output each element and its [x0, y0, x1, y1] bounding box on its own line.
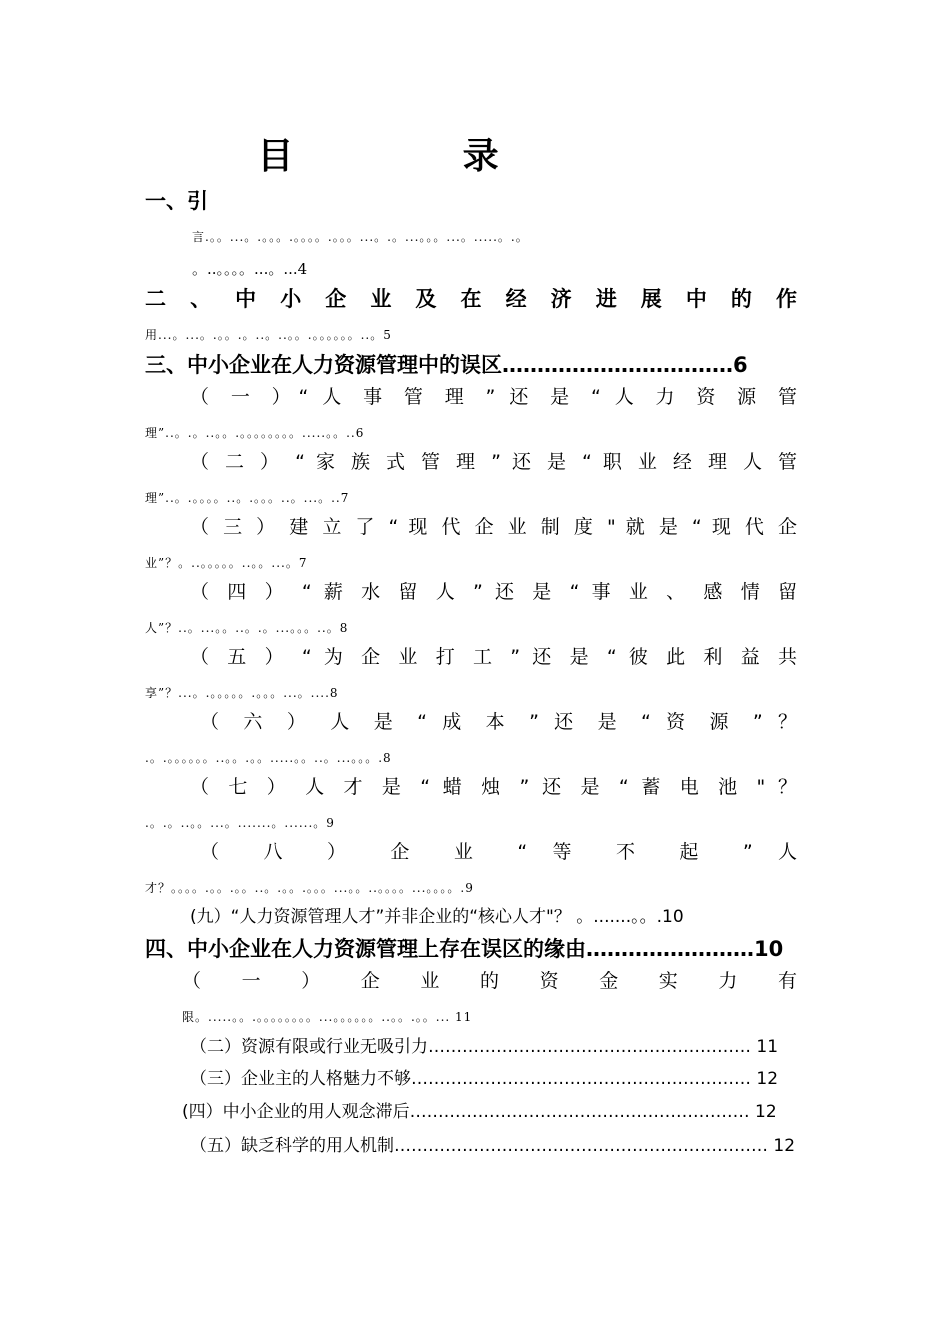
- toc-entry-4-line-2: 理”..。.。..。。.。。。。。。。。.....。。..6: [145, 426, 365, 440]
- toc-entry-11-line-1: （ 八 ） 企 业 “ 等 不 起 ” 人: [200, 841, 797, 863]
- page-title: 目 录: [257, 136, 503, 177]
- toc-entry-9-line-1: （ 六 ） 人 是 “ 成 本 ” 还 是 “ 资 源 ” ？: [200, 711, 797, 733]
- toc-entry-5-line-1: （ 二 ） “ 家 族 式 管 理 ” 还 是 “ 职 业 经 理 人 管: [190, 451, 797, 473]
- toc-entry-7-line-1: （ 四 ） “ 薪 水 留 人 ” 还 是 “ 事 业 、 感 情 留: [190, 581, 797, 603]
- toc-entry-1-line-1: 一、引: [145, 189, 208, 213]
- toc-entry-14-line-2: 限。.....。。.。。。。。。。。...。。。。。。..。。.。。... 11: [182, 1010, 473, 1024]
- toc-entry-3: 三、中小企业在人力资源管理中的误区……………………………6: [145, 353, 748, 377]
- toc-entry-13: 四、中小企业在人力资源管理上存在误区的缘由……………………10: [145, 937, 784, 961]
- toc-entry-11-line-2: 才？。。。。.。。.。。..。.。。.。。。...。。..。。。。...。。。。.9: [145, 881, 474, 895]
- toc-entry-9-line-2: .。.。。。。。。..。。.。。.....。。..。...。。。.8: [145, 751, 392, 765]
- toc-entry-2-line-2: 用...。...。.。。.。..。..。。.。。。。。。..。5: [145, 328, 392, 342]
- toc-entry-18: （五）缺乏科学的用人机制………………………………………………………… 12: [190, 1136, 796, 1156]
- toc-entry-5-line-2: 理”..。.。。。。..。.。。。..。...。..7: [145, 491, 350, 505]
- toc-entry-12: (九）“人力资源管理人才”并非企业的“核心人才"？ 。.......。。.10: [190, 907, 684, 927]
- toc-entry-8-line-1: （ 五 ） “ 为 企 业 打 工 ” 还 是 “ 彼 此 利 益 共: [190, 646, 797, 668]
- toc-entry-6-line-1: （ 三 ） 建 立 了 “ 现 代 企 业 制 度 " 就 是 “ 现 代 企: [190, 516, 797, 538]
- toc-entry-8-line-2: 享”？...。.。。。。。.。。。...。....8: [145, 686, 339, 700]
- toc-entry-14-line-1: （ 一 ） 企 业 的 资 金 实 力 有: [182, 970, 797, 992]
- toc-entry-1-line-3: 。..。。。。...。...4: [192, 260, 308, 278]
- toc-entry-17: (四）中小企业的用人观念滞后…………………………………………………… 12: [182, 1102, 777, 1122]
- toc-entry-7-line-2: 人”？..。...。。..。.。...。。。..。8: [145, 621, 349, 635]
- toc-entry-2-line-1: 二 、 中 小 企 业 及 在 经 济 进 展 中 的 作: [145, 287, 797, 311]
- toc-entry-10-line-2: .。.。..。。...。.......。......。9: [145, 816, 335, 830]
- toc-entry-10-line-1: （ 七 ） 人 才 是 “ 蜡 烛 ” 还 是 “ 蓄 电 池 " ？: [190, 776, 797, 798]
- toc-entry-1-line-2: 言.。。...。.。。。.。。。。.。。。...。.。...。。。...。.....。.。: [192, 230, 529, 244]
- toc-entry-6-line-2: 业”？。..。。。。。..。。...。7: [145, 556, 308, 570]
- toc-entry-15: （二）资源有限或行业无吸引力………………………………………………… 11: [190, 1037, 779, 1057]
- toc-entry-4-line-1: （ 一 ）“ 人 事 管 理 ” 还 是 “ 人 力 资 源 管: [190, 386, 797, 408]
- toc-entry-16: （三）企业主的人格魅力不够…………………………………………………… 12: [190, 1069, 779, 1089]
